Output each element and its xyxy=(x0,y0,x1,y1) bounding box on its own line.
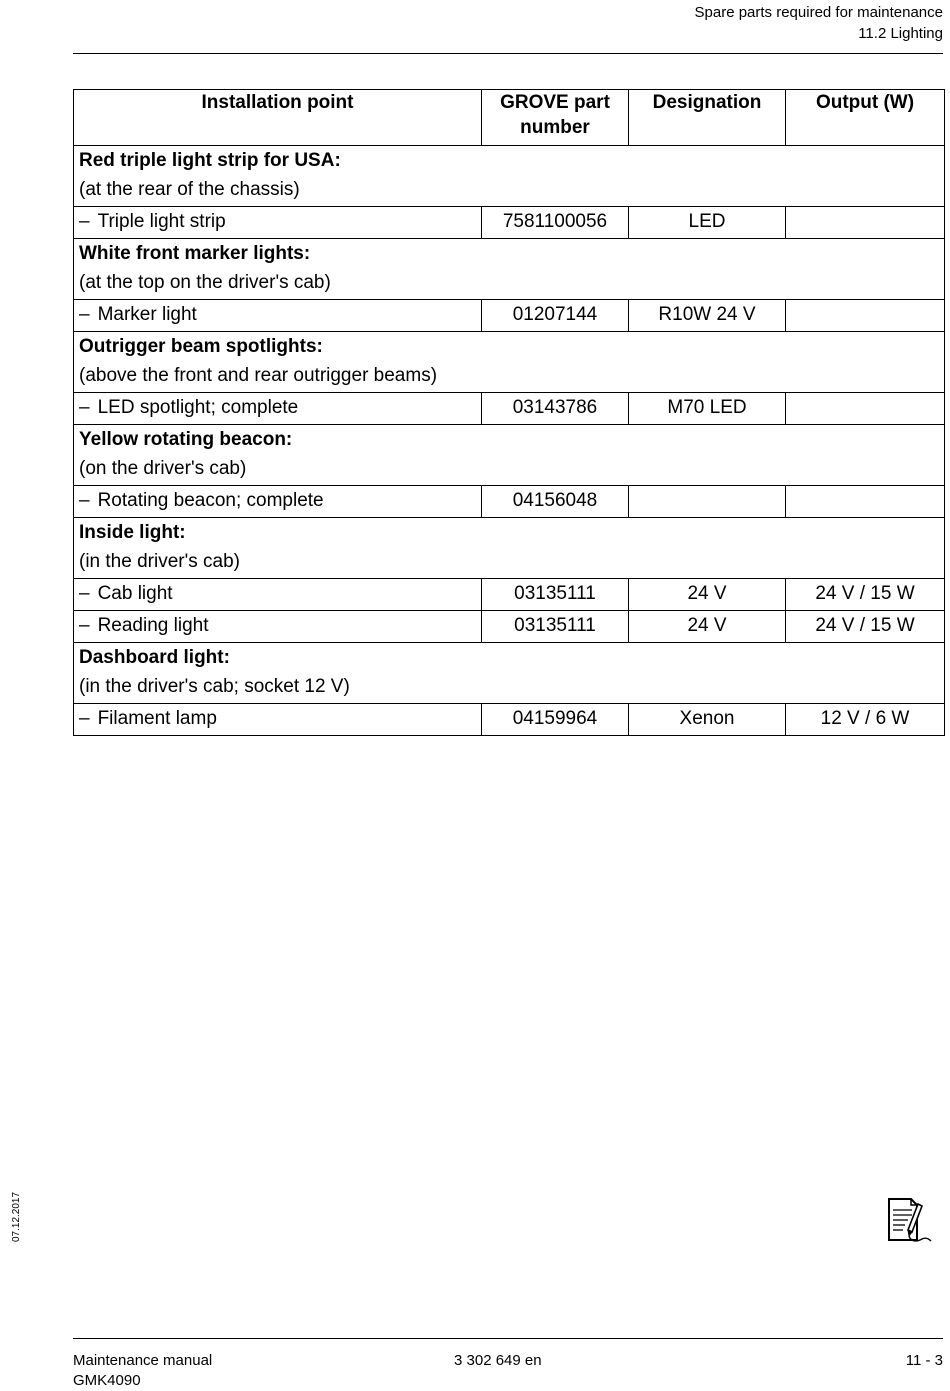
group-location: (above the front and rear outrigger beams) xyxy=(79,365,438,386)
group-title: Dashboard light: xyxy=(79,647,230,668)
part-number-cell: 7581100056 xyxy=(482,207,629,239)
part-name: Cab light xyxy=(97,583,173,604)
col-output: Output (W) xyxy=(786,90,945,146)
group-title: Outrigger beam spotlights: xyxy=(79,336,323,357)
part-number-cell: 03143786 xyxy=(482,393,629,425)
footer-page-number: 11 - 3 xyxy=(905,1352,943,1369)
part-row xyxy=(74,393,945,425)
col-installation-point: Installation point xyxy=(74,90,482,146)
group-cell xyxy=(74,332,945,393)
part-number-cell: 04156048 xyxy=(482,486,629,518)
part-number-cell: 01207144 xyxy=(482,300,629,332)
group-row xyxy=(74,146,945,207)
group-cell xyxy=(74,643,945,704)
group-location: (on the driver's cab) xyxy=(79,458,247,479)
part-name: Filament lamp xyxy=(97,708,217,729)
designation-cell: 24 V xyxy=(629,579,786,611)
part-name-cell xyxy=(74,486,482,518)
group-title: Red triple light strip for USA: xyxy=(79,150,341,171)
output-cell xyxy=(786,486,945,518)
running-header xyxy=(695,2,943,44)
group-location: (at the top on the driver's cab) xyxy=(79,272,331,293)
part-number-cell: 03135111 xyxy=(482,579,629,611)
group-cell xyxy=(74,425,945,486)
designation-cell: LED xyxy=(629,207,786,239)
footer-doc-number: 3 302 649 en xyxy=(454,1352,542,1369)
footer-doc-type: Maintenance manual xyxy=(73,1352,213,1369)
output-cell xyxy=(786,393,945,425)
part-row xyxy=(74,579,945,611)
group-location: (in the driver's cab) xyxy=(79,551,240,572)
part-name: LED spotlight; complete xyxy=(97,397,299,418)
group-row xyxy=(74,643,945,704)
designation-cell: Xenon xyxy=(629,704,786,736)
group-cell xyxy=(74,239,945,300)
part-name-cell xyxy=(74,579,482,611)
table-body xyxy=(74,146,945,736)
part-name-cell xyxy=(74,300,482,332)
group-location: (at the rear of the chassis) xyxy=(79,179,300,200)
part-name: Rotating beacon; complete xyxy=(97,490,324,511)
designation-cell: R10W 24 V xyxy=(629,300,786,332)
spare-parts-table xyxy=(73,89,945,736)
part-name-cell xyxy=(74,393,482,425)
section-title: 11.2 Lighting xyxy=(858,25,943,42)
list-dash: – xyxy=(79,490,90,511)
part-row xyxy=(74,300,945,332)
header-rule xyxy=(73,53,943,54)
part-number-cell: 04159964 xyxy=(482,704,629,736)
col-part-number: GROVE part number xyxy=(482,90,629,146)
output-cell xyxy=(786,300,945,332)
part-row xyxy=(74,704,945,736)
part-row xyxy=(74,486,945,518)
footer-left xyxy=(73,1351,212,1391)
group-row xyxy=(74,239,945,300)
part-name: Triple light strip xyxy=(97,211,226,232)
output-cell: 24 V / 15 W xyxy=(786,611,945,643)
part-name: Reading light xyxy=(97,615,209,636)
designation-cell: 24 V xyxy=(629,611,786,643)
group-row xyxy=(74,425,945,486)
list-dash: – xyxy=(79,615,90,636)
part-name: Marker light xyxy=(97,304,197,325)
group-row xyxy=(74,518,945,579)
list-dash: – xyxy=(79,583,90,604)
print-date: 07.12.2017 xyxy=(11,1191,22,1242)
output-cell xyxy=(786,207,945,239)
designation-cell xyxy=(629,486,786,518)
group-title: White front marker lights: xyxy=(79,243,311,264)
part-row xyxy=(74,611,945,643)
designation-cell: M70 LED xyxy=(629,393,786,425)
footer-model: GMK4090 xyxy=(73,1372,141,1389)
group-row xyxy=(74,332,945,393)
footer-rule xyxy=(73,1338,943,1339)
group-title: Yellow rotating beacon: xyxy=(79,429,293,450)
group-cell xyxy=(74,146,945,207)
group-location: (in the driver's cab; socket 12 V) xyxy=(79,676,350,697)
group-cell xyxy=(74,518,945,579)
list-dash: – xyxy=(79,304,90,325)
group-title: Inside light: xyxy=(79,522,186,543)
chapter-title: Spare parts required for maintenance xyxy=(694,4,943,21)
table-header-row xyxy=(74,90,945,146)
part-row xyxy=(74,207,945,239)
output-cell: 12 V / 6 W xyxy=(786,704,945,736)
output-cell: 24 V / 15 W xyxy=(786,579,945,611)
list-dash: – xyxy=(79,397,90,418)
part-name-cell xyxy=(74,704,482,736)
part-name-cell xyxy=(74,207,482,239)
part-name-cell xyxy=(74,611,482,643)
manual-with-pen-icon xyxy=(884,1196,934,1246)
list-dash: – xyxy=(79,211,90,232)
col-designation: Designation xyxy=(629,90,786,146)
list-dash: – xyxy=(79,708,90,729)
part-number-cell: 03135111 xyxy=(482,611,629,643)
